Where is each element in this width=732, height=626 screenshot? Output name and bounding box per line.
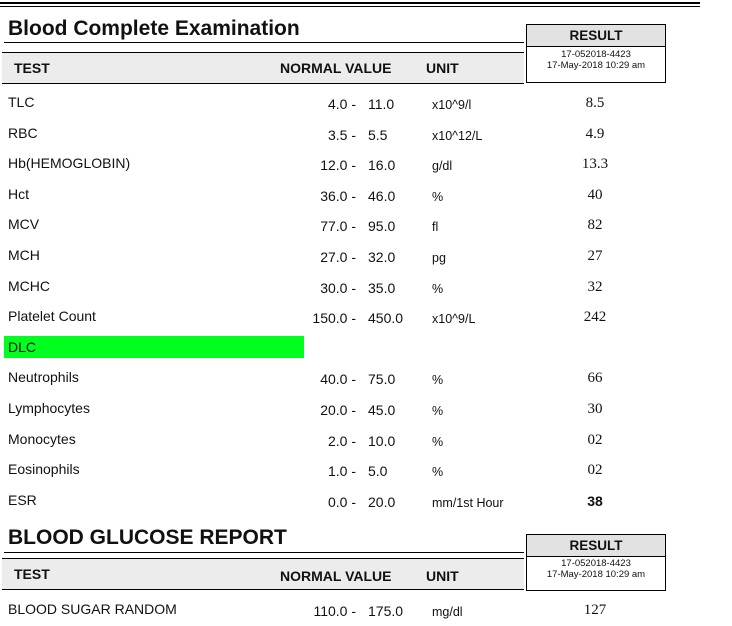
title-underline (4, 42, 524, 43)
result-value: 02 (587, 462, 603, 479)
result-value: 02 (587, 431, 603, 448)
unit: % (432, 189, 444, 204)
table-row (0, 486, 732, 516)
result-value: 4.9 (585, 125, 605, 142)
normal-high: 20.0 (368, 493, 396, 510)
table-row (0, 425, 732, 455)
normal-low: 4.0 - (327, 96, 356, 112)
result-value: 8.5 (585, 95, 605, 111)
table-row (0, 180, 732, 210)
normal-low: 3.5 - (327, 126, 356, 143)
result-value: 82 (587, 217, 603, 234)
test-name: Eosinophils (8, 461, 80, 478)
unit: % (432, 373, 444, 388)
result-value: 242 (583, 309, 607, 326)
table-row (0, 272, 732, 302)
test-name: Hb(HEMOGLOBIN) (8, 155, 131, 172)
normal-low: 12.0 - (320, 157, 356, 174)
normal-high: 450.0 (368, 310, 404, 327)
normal-high: 11.0 (368, 96, 395, 112)
unit: % (432, 434, 444, 449)
result-value: 32 (587, 278, 603, 295)
result-id: 17-052018-4423 (561, 49, 631, 60)
test-name: MCH (8, 247, 40, 263)
normal-low: 36.0 - (320, 187, 356, 204)
unit: % (432, 281, 444, 296)
test-name: BLOOD SUGAR RANDOM (8, 601, 177, 617)
row-highlight (4, 336, 304, 358)
normal-high: 75.0 (368, 371, 396, 388)
normal-low: 150.0 - (312, 310, 356, 327)
test-name: Lymphocytes (8, 400, 90, 416)
test-name: Neutrophils (8, 369, 79, 386)
header-unit: UNIT (426, 60, 459, 76)
header-test: TEST (14, 60, 50, 76)
test-name: TLC (8, 94, 35, 110)
normal-high: 10.0 (368, 432, 396, 449)
test-name: DLC (8, 338, 37, 355)
normal-low: 30.0 - (320, 279, 356, 296)
result-value: 13.3 (581, 156, 609, 173)
result-box (526, 24, 666, 83)
normal-high: 46.0 (368, 187, 396, 204)
table-row (0, 210, 732, 240)
normal-low: 0.0 - (327, 493, 356, 510)
unit: fl (432, 220, 439, 235)
table-row (0, 302, 732, 332)
result-date: 17-May-2018 10:29 am (546, 60, 646, 71)
result-value: 127 (583, 602, 607, 618)
normal-low: 20.0 - (320, 402, 356, 418)
table-row (0, 119, 732, 149)
table-row (0, 149, 732, 179)
normal-high: 45.0 (368, 402, 396, 418)
unit: mg/dl (432, 605, 463, 619)
normal-high: 16.0 (368, 157, 396, 174)
table-header (2, 558, 524, 590)
header-normal-value: NORMAL VALUE (280, 60, 392, 76)
normal-high: 32.0 (368, 249, 396, 265)
normal-high: 95.0 (368, 218, 396, 235)
normal-low: 2.0 - (327, 432, 356, 449)
top-rule-thin (0, 6, 700, 7)
normal-high: 175.0 (368, 603, 404, 619)
table-row (0, 455, 732, 485)
normal-high: 35.0 (368, 279, 396, 296)
top-rule (0, 2, 700, 4)
result-value: 66 (587, 370, 603, 387)
test-name: MCHC (8, 277, 50, 294)
table-header (2, 52, 524, 84)
test-name: RBC (8, 124, 38, 141)
title-underline (4, 552, 524, 553)
table-row (0, 333, 732, 363)
section-title: BLOOD GLUCOSE REPORT (8, 526, 287, 549)
table-row (0, 363, 732, 393)
table-row (0, 241, 732, 271)
result-label: RESULT (527, 25, 665, 47)
normal-low: 77.0 - (320, 218, 356, 235)
unit: x10^12/L (432, 128, 483, 143)
test-name: Monocytes (8, 430, 76, 447)
result-value: 27 (587, 248, 603, 264)
unit: % (432, 465, 444, 480)
result-label: RESULT (527, 535, 665, 557)
header-test: TEST (14, 566, 50, 582)
test-name: Platelet Count (8, 308, 96, 325)
result-value: 30 (587, 401, 603, 417)
unit: x10^9/L (432, 312, 476, 327)
normal-low: 40.0 - (320, 371, 356, 388)
test-name: Hct (8, 185, 29, 202)
unit: pg (432, 251, 446, 265)
header-unit: UNIT (426, 568, 459, 584)
normal-low: 27.0 - (320, 249, 356, 265)
result-date: 17-May-2018 10:29 am (546, 569, 646, 580)
unit: g/dl (432, 159, 453, 174)
test-name: MCV (8, 216, 40, 233)
table-row (0, 595, 732, 625)
normal-low: 110.0 - (313, 603, 356, 619)
header-normal-value: NORMAL VALUE (280, 568, 392, 584)
table-row (0, 88, 732, 118)
result-box (526, 534, 666, 591)
normal-high: 5.0 (368, 463, 388, 480)
test-name: ESR (8, 491, 37, 508)
normal-low: 1.0 - (327, 463, 356, 480)
result-value: 38 (587, 492, 603, 509)
normal-high: 5.5 (368, 126, 388, 143)
table-row (0, 394, 732, 424)
section-title: Blood Complete Examination (8, 17, 300, 40)
glucose-section (0, 520, 732, 626)
unit: x10^9/l (432, 98, 472, 112)
result-value: 40 (587, 186, 603, 203)
result-id: 17-052018-4423 (561, 558, 631, 569)
unit: % (432, 404, 444, 418)
unit: mm/1st Hour (432, 495, 504, 510)
